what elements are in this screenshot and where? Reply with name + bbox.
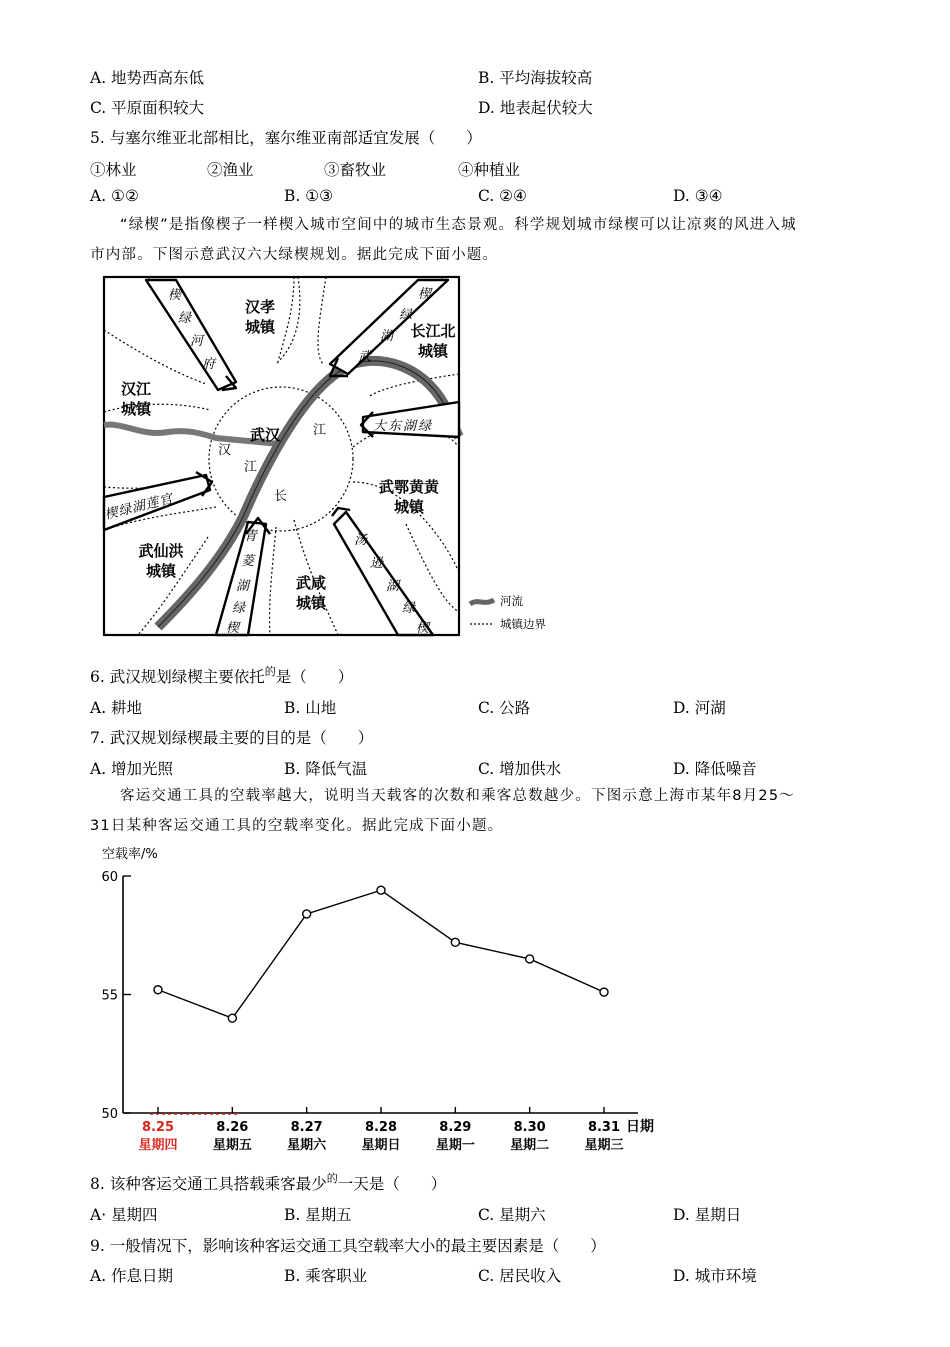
x-tick-date-label: 8.25 xyxy=(141,1120,175,1135)
q8-stem-pre: 8. 该种客运交通工具搭载乘客最少 xyxy=(90,1175,327,1193)
q8-options-row xyxy=(90,1203,870,1225)
town-boundaries xyxy=(104,277,459,635)
q6-options-row xyxy=(90,696,870,718)
x-tick-weekday-label: 星期日 xyxy=(361,1138,401,1153)
map-legend xyxy=(470,594,546,631)
tangxun-char-3: 湖 xyxy=(386,579,400,594)
hanjiang-han-label: 汉 xyxy=(218,443,232,458)
wuhu-char-2: 绿 xyxy=(399,308,413,323)
y-tick-label: 60 xyxy=(101,870,118,885)
q6-stem xyxy=(90,665,353,687)
data-point xyxy=(451,938,459,946)
wedge-arrows xyxy=(104,280,459,635)
x-tick-date-label: 8.26 xyxy=(216,1120,249,1135)
data-point xyxy=(377,886,385,894)
legend-boundary-label: 城镇边界 xyxy=(500,617,546,631)
q8-option-a: A· 星期四 xyxy=(90,1206,158,1224)
q5-item-4: ④种植业 xyxy=(458,161,521,179)
vacancy-rate-series-line xyxy=(158,890,604,1018)
q9-option-a: A. 作息日期 xyxy=(90,1267,174,1285)
legend-river-swatch xyxy=(470,600,494,604)
wuhu-char-4: 武 xyxy=(358,350,372,365)
chart-x-axis-title: 日期 xyxy=(626,1119,654,1135)
q5-option-b: B. ①③ xyxy=(284,187,334,205)
q8-stem xyxy=(90,1172,446,1194)
intro2-line-1: “绿楔”是指像楔子一样楔入城市空间中的城市生态景观。科学规划城市绿楔可以让凉爽的风进入城 xyxy=(120,217,797,233)
q7-option-a: A. 增加光照 xyxy=(90,760,174,778)
data-point xyxy=(526,955,534,963)
x-tick-date-label: 8.29 xyxy=(439,1120,472,1135)
q7-option-c: C. 增加供水 xyxy=(478,760,562,778)
river-jiang-label: 江 xyxy=(313,423,327,438)
x-tick-date-label: 8.30 xyxy=(513,1120,546,1135)
x-tick-weekday-label: 星期五 xyxy=(212,1138,252,1153)
qingling-char-4: 绿 xyxy=(232,601,246,616)
q9-options-row xyxy=(90,1264,870,1286)
q9-stem: 9. 一般情况下，影响该种客运交通工具空载率大小的最主要因素是（ ） xyxy=(90,1237,606,1255)
q9-option-b: B. 乘客职业 xyxy=(284,1267,368,1285)
hanxiao-label-1: 汉孝 xyxy=(244,298,276,316)
wuhu-char-3: 湖 xyxy=(380,329,394,344)
q4-option-a: A. 地势西高东低 xyxy=(90,69,205,87)
x-tick-weekday-label: 星期三 xyxy=(584,1138,624,1153)
q8-stem-post: 一天是（ ） xyxy=(337,1175,447,1193)
x-tick-weekday-label: 星期一 xyxy=(435,1138,475,1153)
hanxiao-label-2: 城镇 xyxy=(244,318,276,336)
tangxun-char-5: 楔 xyxy=(416,621,430,636)
x-tick-weekday-label: 星期二 xyxy=(510,1138,550,1153)
tangxun-wedge-arrow xyxy=(334,512,433,635)
q5-item-3: ③畜牧业 xyxy=(324,161,387,179)
x-tick-weekday-label: 星期六 xyxy=(287,1138,327,1153)
q7-options-row xyxy=(90,757,870,779)
intro2-line-2: 市内部。下图示意武汉六大绿楔规划。据此完成下面小题。 xyxy=(90,247,499,263)
fuhe-char-3: 河 xyxy=(190,334,204,349)
q9-option-c: C. 居民收入 xyxy=(478,1267,562,1285)
qingling-char-2: 菱 xyxy=(241,554,255,569)
q6-option-d: D. 河湖 xyxy=(673,699,726,717)
guanlian-wedge-label: 楔绿湖莲官 xyxy=(103,491,175,523)
y-tick-label: 55 xyxy=(101,988,118,1004)
q6-stem-sup: 的 xyxy=(264,665,276,678)
wuxian-label-1: 武咸 xyxy=(295,574,327,592)
data-point xyxy=(228,1014,236,1022)
river-chang-label: 长 xyxy=(274,489,288,504)
q6-stem-post: 是（ ） xyxy=(275,668,354,686)
fuhe-char-4: 府 xyxy=(202,357,216,372)
intro3-line-2: 31日某种客运交通工具的空载率变化。据此完成下面小题。 xyxy=(90,818,504,834)
chart-y-ticks xyxy=(101,870,131,1122)
q5-item-2: ②渔业 xyxy=(207,161,254,179)
q5-options-row xyxy=(90,187,870,209)
q5-items-row xyxy=(90,158,870,180)
q6-option-a: A. 耕地 xyxy=(90,699,143,717)
q5-option-a: A. ①② xyxy=(90,187,139,205)
hanjiang-label-1: 汉江 xyxy=(120,380,152,398)
data-point xyxy=(600,988,608,996)
wuhan-green-wedge-map xyxy=(98,272,568,644)
intro-paragraph-vacancy xyxy=(90,781,865,841)
q8-option-c: C. 星期六 xyxy=(478,1206,546,1224)
data-point xyxy=(303,910,311,918)
q5-option-d: D. ③④ xyxy=(673,187,723,205)
wuxianhong-label-1: 武仙洪 xyxy=(138,542,184,560)
x-tick-date-label: 8.27 xyxy=(290,1120,323,1135)
tangxun-char-2: 逊 xyxy=(370,556,384,571)
wuehuanghuang-label-2: 城镇 xyxy=(393,498,425,516)
q8-stem-sup: 的 xyxy=(326,1172,338,1185)
hanjiang-jiang-label: 江 xyxy=(244,460,258,475)
q4-options-row-1 xyxy=(90,66,870,88)
map-frame xyxy=(104,277,459,635)
legend-river-label: 河流 xyxy=(500,594,523,608)
qingling-char-5: 楔 xyxy=(226,621,240,636)
q6-option-c: C. 公路 xyxy=(478,699,531,717)
donghu-wedge-label: 大东湖绿 xyxy=(373,419,434,434)
x-tick-date-label: 8.28 xyxy=(364,1120,398,1135)
changjiangbei-label-2: 城镇 xyxy=(417,342,449,360)
intro-paragraph-green-wedge xyxy=(90,210,865,270)
vacancy-rate-points xyxy=(154,886,608,1022)
q7-option-d: D. 降低噪音 xyxy=(673,760,757,778)
x-tick-weekday-label: 星期四 xyxy=(138,1138,178,1153)
wuhan-city-label: 武汉 xyxy=(249,426,281,444)
q7-option-b: B. 降低气温 xyxy=(284,760,368,778)
fuhe-char-1: 楔 xyxy=(168,288,182,303)
tangxun-char-4: 绿 xyxy=(402,601,416,616)
q4-option-c: C. 平原面积较大 xyxy=(90,99,205,117)
changjiangbei-label-1: 长江北 xyxy=(410,322,456,340)
intro3-line-1: 客运交通工具的空载率越大，说明当天载客的次数和乘客总数越少。下图示意上海市某年8月25～ xyxy=(120,788,795,804)
q6-stem-pre: 6. 武汉规划绿楔主要依托 xyxy=(90,668,265,686)
wuhu-char-1: 楔 xyxy=(418,287,432,302)
q4-option-d: D. 地表起伏较大 xyxy=(478,99,593,117)
qingling-char-1: 青 xyxy=(244,529,258,544)
q6-option-b: B. 山地 xyxy=(284,699,337,717)
wuxian-label-2: 城镇 xyxy=(295,594,327,612)
wuxianhong-label-2: 城镇 xyxy=(145,562,177,580)
town-labels xyxy=(121,298,456,612)
tangxun-char-1: 汤 xyxy=(354,533,368,548)
q5-option-c: C. ②④ xyxy=(478,187,527,205)
hanjiang-label-2: 城镇 xyxy=(120,400,152,418)
q4-options-row-2 xyxy=(90,96,870,118)
q4-option-b: B. 平均海拔较高 xyxy=(478,69,593,87)
fuhe-char-2: 绿 xyxy=(178,311,192,326)
q8-option-d: D. 星期日 xyxy=(673,1206,742,1224)
x-tick-date-label: 8.31 xyxy=(587,1120,621,1135)
qingling-char-3: 湖 xyxy=(236,579,250,594)
q5-stem: 5. 与塞尔维亚北部相比，塞尔维亚南部适宜发展（ ） xyxy=(90,129,482,147)
chart-y-axis-title: 空载率/% xyxy=(102,847,158,862)
q9-option-d: D. 城市环境 xyxy=(673,1267,757,1285)
q7-stem: 7. 武汉规划绿楔最主要的目的是（ ） xyxy=(90,729,374,747)
wuehuanghuang-label-1: 武鄂黄黄 xyxy=(378,478,440,496)
q5-item-1: ①林业 xyxy=(90,161,137,179)
y-tick-label: 50 xyxy=(101,1107,118,1122)
vacancy-rate-line-chart xyxy=(90,838,670,1158)
data-point xyxy=(154,986,162,994)
q8-option-b: B. 星期五 xyxy=(284,1206,352,1224)
wuhan-city-boundary xyxy=(209,387,353,531)
